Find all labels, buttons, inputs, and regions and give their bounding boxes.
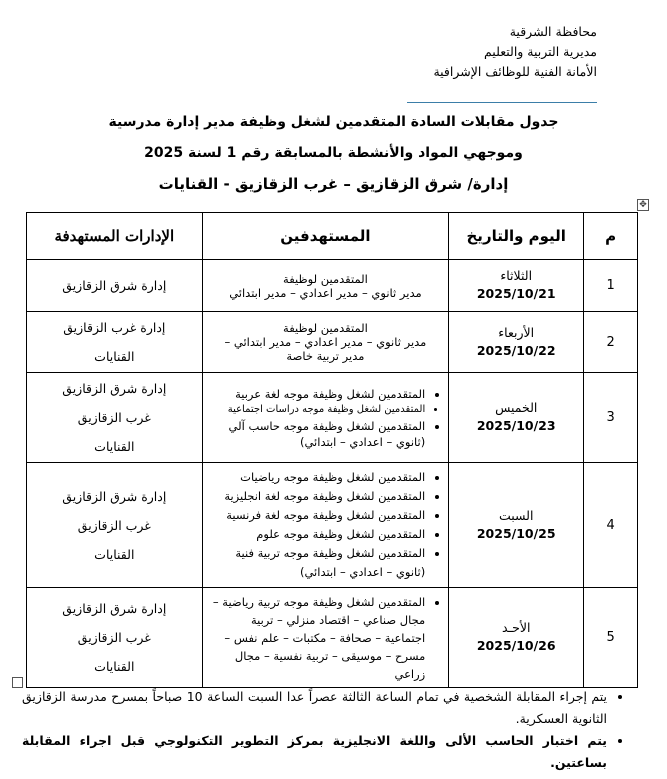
issuing-authority (347, 22, 597, 82)
day-name: الأربعاء (498, 324, 535, 340)
authority-governorate: محافظة الشرقية (509, 24, 597, 39)
header-admins: الإدارات المستهدفة (27, 213, 203, 260)
table-row (27, 312, 638, 373)
row-number: 5 (584, 588, 638, 688)
admin-name: غرب الزقازيق (77, 630, 151, 645)
day-date: 2025/10/25 (476, 525, 556, 541)
admin-name: القنايات (94, 439, 135, 454)
document-title-line-3: إدارة/ شرق الزقازيق – غرب الزقازيق - القنايات (158, 175, 509, 193)
target-bullet: • المتقدمين لشغل وظيفة موجه دراسات اجتماعية (210, 402, 426, 418)
target-bullet: • المتقدمين لشغل وظيفة موجه تربية فنية (ثانوي – اعدادي – ابتدائي) (210, 544, 426, 582)
day-name: الخميس (495, 400, 538, 415)
table-row (27, 463, 638, 588)
admin-name: القنايات (94, 659, 135, 674)
target-line: المتقدمين لوظيفة (283, 271, 368, 286)
day-date: 2025/10/21 (476, 286, 556, 301)
target-bullet: • المتقدمين لشغل وظيفة موجه لغة عربية (210, 386, 426, 402)
target-bullet: • المتقدمين لشغل وظيفة موجه رياضيات (210, 468, 426, 487)
header-number: م (584, 213, 638, 260)
document-title-line-1: جدول مقابلات السادة المتقدمين لشغل وظيفة مدير إدارة مدرسية (108, 114, 559, 130)
admin-name: القنايات (94, 349, 135, 364)
admin-name: إدارة شرق الزقازيق (62, 381, 167, 396)
target-line: مدير تربية خاصة (286, 349, 365, 363)
row-day-date (449, 463, 584, 588)
row-admins (27, 373, 203, 463)
row-targets (202, 260, 449, 312)
target-bullet: • المتقدمين لشغل وظيفة موجه لغة فرنسية (210, 506, 426, 525)
row-number: 4 (584, 463, 638, 588)
day-name: السبت (498, 507, 534, 523)
notes-list (22, 686, 625, 774)
admin-name: إدارة شرق الزقازيق (62, 278, 167, 293)
row-targets (202, 463, 449, 588)
day-date: 2025/10/22 (476, 342, 556, 358)
row-day-date (449, 588, 584, 688)
admin-name: غرب الزقازيق (77, 517, 151, 533)
row-admins (27, 260, 203, 312)
row-number: 1 (584, 260, 638, 312)
admin-name: إدارة شرق الزقازيق (62, 601, 167, 616)
day-date: 2025/10/23 (476, 418, 556, 433)
target-bullet: • المتقدمين لشغل وظيفة موجه علوم (210, 525, 426, 544)
row-number: 3 (584, 373, 638, 463)
admin-name: غرب الزقازيق (77, 410, 151, 425)
interview-schedule-table (26, 212, 638, 688)
table-header-row (27, 213, 638, 260)
row-day-date (449, 260, 584, 312)
row-admins (27, 463, 203, 588)
authority-secretariat: الأمانة الفنية للوظائف الإشرافية (433, 64, 597, 79)
table-row (27, 260, 638, 312)
target-bullet: • المتقدمين لشغل وظيفة موجه حاسب آلي (ثانوي – اعدادي – ابتدائي) (210, 418, 426, 450)
target-line: مدير ثانوي – مدير اعدادي – مدير ابتدائي (229, 285, 422, 300)
authority-underline (407, 102, 597, 103)
note-item: • يتم اختبار الحاسب الألى واللغة الانجليزية بمركز التطوير التكنولوجي قبل اجراء المقابلة بساعتين. (22, 730, 607, 774)
target-line: المتقدمين لوظيفة (283, 321, 368, 335)
admin-name: إدارة غرب الزقازيق (63, 320, 166, 335)
row-targets (202, 588, 449, 688)
row-targets (202, 312, 449, 373)
table-row (27, 373, 638, 463)
admin-name: إدارة شرق الزقازيق (62, 488, 167, 504)
row-day-date (449, 373, 584, 463)
day-name: الأحـد (501, 620, 531, 635)
row-number: 2 (584, 312, 638, 373)
document-title-line-2: وموجهي المواد والأنشطة بالمسابقة رقم 1 لسنة 2025 (144, 145, 523, 161)
target-bullet: • المتقدمين لشغل وظيفة موجه لغة انجليزية (210, 487, 426, 506)
row-admins (27, 312, 203, 373)
row-targets (202, 373, 449, 463)
authority-directorate: مديرية التربية والتعليم (483, 44, 597, 59)
day-name: الثلاثاء (500, 268, 533, 283)
note-item: • يتم إجراء المقابلة الشخصية في تمام الساعة الثالثة عصراً عدا السبت الساعة 10 صباحاً بمسرح مدرسة الزقازيق الثانوية العسكرية. (22, 686, 607, 730)
target-line: مدير ثانوي – مدير اعدادي – مدير ابتدائي – (224, 335, 427, 349)
target-bullet: • المتقدمين لشغل وظيفة موجه تربية رياضية – مجال صناعي – اقتصاد منزلي – تربية اجتماعية – صحافة – مكتبات – علم نفس – مسرح – موسيقى – تربية نفسية – مجال زراعي (210, 593, 426, 683)
table-move-handle-icon[interactable]: ✥ (637, 199, 649, 211)
header-day-date: اليوم والتاريخ (449, 213, 584, 260)
admin-name: القنايات (94, 546, 135, 562)
row-day-date (449, 312, 584, 373)
row-admins (27, 588, 203, 688)
header-targets: المستهدفين (202, 213, 449, 260)
table-row (27, 588, 638, 688)
day-date: 2025/10/26 (476, 638, 556, 653)
